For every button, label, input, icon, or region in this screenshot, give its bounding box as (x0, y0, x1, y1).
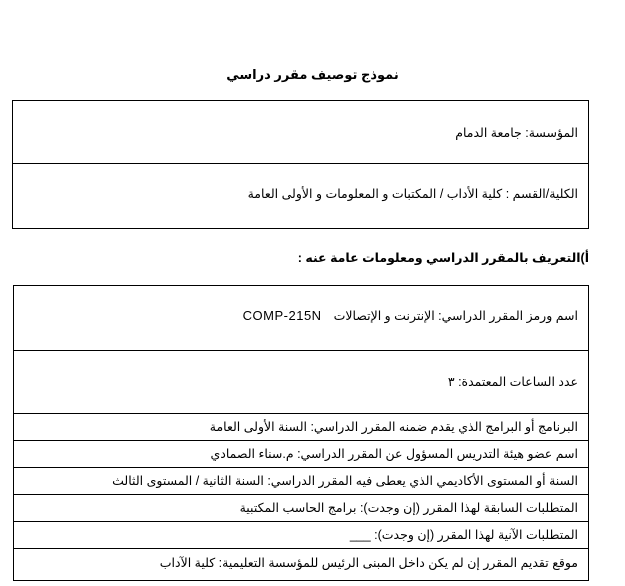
corequisites-text: المتطلبات الآنية لهذا المقرر (إن وجدت): ___ (349, 528, 578, 542)
course-name-row (14, 286, 588, 351)
institution-table (12, 100, 589, 229)
institution-text: المؤسسة: جامعة الدمام (455, 126, 578, 140)
course-info-table (13, 285, 589, 581)
location-row (14, 549, 588, 576)
instructor-row (14, 441, 588, 468)
level-row (14, 468, 588, 495)
institution-row (13, 101, 588, 164)
course-code: COMP-215N (242, 308, 322, 323)
course-name-text: اسم ورمز المقرر الدراسي: الإنترنت و الإتصالات (333, 309, 578, 323)
instructor-text: اسم عضو هيئة التدريس المسؤول عن المقرر الدراسي: م.سناء الصمادي (210, 447, 578, 461)
course-name-cell (243, 308, 578, 323)
credit-hours-text: عدد الساعات المعتمدة: ٣ (447, 375, 578, 389)
level-text: السنة أو المستوى الأكاديمي الذي يعطى فيه المقرر الدراسي: السنة الثانية / المستوى الثالث (112, 474, 578, 488)
program-row (14, 414, 588, 441)
program-text: البرنامج أو البرامج الذي يقدم ضمنه المقرر الدراسي: السنة الأولى العامة (209, 420, 578, 434)
section-heading: أ)التعريف بالمقرر الدراسي ومعلومات عامة عنه : (297, 251, 589, 265)
college-text: الكلية/القسم : كلية الأداب / المكتبات و المعلومات و الأولى العامة (247, 187, 578, 201)
college-row (13, 164, 588, 228)
page-title: نموذج توصيف مقرر دراسي (226, 67, 399, 82)
credit-hours-row (14, 351, 588, 414)
prerequisites-row (14, 495, 588, 522)
prerequisites-text: المتطلبات السابقة لهذا المقرر (إن وجدت): برامج الحاسب المكتبية (239, 501, 578, 515)
location-text: موقع تقديم المقرر إن لم يكن داخل المبنى الرئيس للمؤسسة التعليمية: كلية الآداب (159, 556, 578, 570)
corequisites-row (14, 522, 588, 549)
